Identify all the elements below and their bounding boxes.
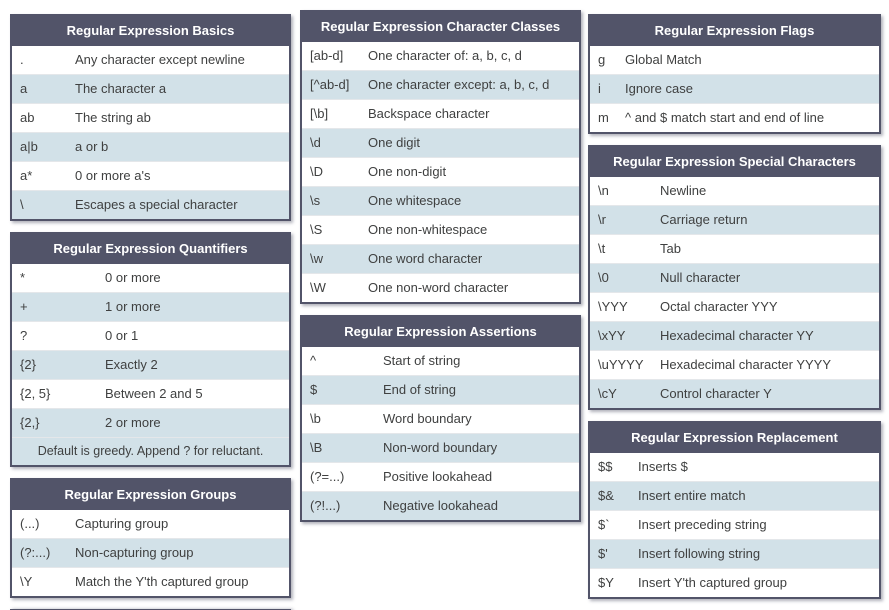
pattern-cell: \d [310,135,321,150]
table-row [590,453,879,481]
pattern-cell: [^ab-d] [310,77,350,92]
pattern-cell: a|b [20,139,38,154]
table-row [302,244,579,273]
description-cell: Global Match [625,52,702,67]
table-row [302,433,579,462]
pattern-cell: ab [20,110,35,125]
table-replacement [588,421,881,599]
table-title: Regular Expression Quantifiers [12,234,289,264]
pattern-cell: \0 [598,270,609,285]
table-row [590,568,879,597]
description-cell: One non-whitespace [368,222,488,237]
table-title: Regular Expression Character Classes [302,12,579,42]
pattern-cell: \Y [20,574,33,589]
table-row [590,234,879,263]
description-cell: Carriage return [660,212,748,227]
pattern-cell: $$ [598,459,613,474]
description-cell: The string ab [75,110,151,125]
pattern-cell: \B [310,440,323,455]
pattern-cell: \n [598,183,609,198]
pattern-cell: \b [310,411,321,426]
description-cell: Null character [660,270,741,285]
pattern-cell: {2,} [20,415,40,430]
pattern-cell: . [20,52,24,67]
table-row [12,567,289,596]
pattern-cell: \t [598,241,606,256]
table-flags [588,14,881,134]
table-row [590,263,879,292]
table-row [302,215,579,244]
description-cell: 0 or more [105,270,161,285]
description-cell: Backspace character [368,106,490,121]
table-row [12,132,289,161]
table-title: Regular Expression Replacement [590,423,879,453]
description-cell: Capturing group [75,516,169,531]
description-cell: Inserts $ [638,459,688,474]
table-row [590,379,879,408]
table-character-classes [300,10,581,304]
description-cell: End of string [383,382,456,397]
description-cell: Non-word boundary [383,440,498,455]
table-row [590,539,879,568]
pattern-cell: (?=...) [310,469,345,484]
table-title: Regular Expression Special Characters [590,147,879,177]
description-cell: 0 or 1 [105,328,139,343]
description-cell: Positive lookahead [383,469,493,484]
description-cell: Tab [660,241,681,256]
column-left [10,14,291,610]
pattern-cell: \s [310,193,321,208]
pattern-cell: a [20,81,28,96]
table-row [590,350,879,379]
pattern-cell: \cY [598,386,617,401]
pattern-cell: \D [310,164,323,179]
pattern-cell: \r [598,212,606,227]
pattern-cell: $` [598,517,610,532]
description-cell: Exactly 2 [105,357,158,372]
description-cell: One character except: a, b, c, d [368,77,550,92]
pattern-cell: $Y [598,575,614,590]
table-row [302,491,579,520]
description-cell: One word character [368,251,483,266]
table-row [590,292,879,321]
table-row [302,375,579,404]
description-cell: Insert Y'th captured group [638,575,787,590]
table-row [12,538,289,567]
description-cell: Octal character YYY [660,299,778,314]
pattern-cell: (?!...) [310,498,341,513]
table-footnote: Default is greedy. Append ? for reluctant. [12,437,289,465]
pattern-cell: [\b] [310,106,329,121]
table-row [12,350,289,379]
pattern-cell: ? [20,328,28,343]
table-groups [10,478,291,598]
description-cell: One character of: a, b, c, d [368,48,522,63]
pattern-cell: $ [310,382,318,397]
table-quantifiers [10,232,291,467]
table-title: Regular Expression Flags [590,16,879,46]
table-row [302,462,579,491]
table-row [302,99,579,128]
description-cell: 1 or more [105,299,161,314]
pattern-cell: {2} [20,357,36,372]
pattern-cell: i [598,81,601,96]
description-cell: One non-word character [368,280,509,295]
table-row [12,510,289,538]
table-row [302,128,579,157]
table-row [590,177,879,205]
table-title: Regular Expression Basics [12,16,289,46]
description-cell: One digit [368,135,421,150]
pattern-cell: \ [20,197,24,212]
table-row [12,264,289,292]
description-cell: Insert entire match [638,488,746,503]
description-cell: Between 2 and 5 [105,386,203,401]
table-row [12,190,289,219]
table-row [12,103,289,132]
description-cell: Insert following string [638,546,761,561]
table-row [302,70,579,99]
pattern-cell: \S [310,222,323,237]
pattern-cell: [ab-d] [310,48,344,63]
pattern-cell: (...) [20,516,40,531]
pattern-cell: \YYY [598,299,628,314]
table-row [302,347,579,375]
description-cell: One whitespace [368,193,462,208]
description-cell: Any character except newline [75,52,245,67]
pattern-cell: $' [598,546,608,561]
table-row [12,379,289,408]
description-cell: Negative lookahead [383,498,498,513]
pattern-cell: * [20,270,26,285]
description-cell: Hexadecimal character YY [660,328,814,343]
column-right [588,14,881,610]
table-special-characters [588,145,881,410]
description-cell: Start of string [383,353,461,368]
description-cell: Word boundary [383,411,472,426]
pattern-cell: (?:...) [20,545,51,560]
table-row [590,510,879,539]
description-cell: Ignore case [625,81,693,96]
pattern-cell: $& [598,488,614,503]
description-cell: Control character Y [660,386,772,401]
pattern-cell: ^ [310,353,317,368]
description-cell: 0 or more a's [75,168,151,183]
column-middle [300,10,581,533]
description-cell: Insert preceding string [638,517,767,532]
pattern-cell: \uYYYY [598,357,644,372]
table-row [12,46,289,74]
description-cell: Escapes a special character [75,197,238,212]
pattern-cell: a* [20,168,33,183]
table-row [12,408,289,437]
description-cell: Non-capturing group [75,545,194,560]
table-row [302,186,579,215]
description-cell: Hexadecimal character YYYY [660,357,832,372]
pattern-cell: + [20,299,28,314]
table-row [12,321,289,350]
table-row [12,292,289,321]
description-cell: One non-digit [368,164,447,179]
pattern-cell: \w [310,251,323,266]
description-cell: Newline [660,183,707,198]
table-row [302,42,579,70]
description-cell: a or b [75,139,109,154]
description-cell: The character a [75,81,167,96]
table-row [590,74,879,103]
pattern-cell: \W [310,280,326,295]
table-assertions [300,315,581,522]
table-row [12,161,289,190]
description-cell: ^ and $ match start and end of line [625,110,825,125]
table-row [302,404,579,433]
pattern-cell: m [598,110,609,125]
table-row [302,157,579,186]
table-row [12,74,289,103]
pattern-cell: {2, 5} [20,386,51,401]
table-row [590,103,879,132]
table-title: Regular Expression Assertions [302,317,579,347]
table-row [590,205,879,234]
description-cell: Match the Y'th captured group [75,574,249,589]
table-row [302,273,579,302]
pattern-cell: \xYY [598,328,626,343]
pattern-cell: g [598,52,606,67]
table-basics [10,14,291,221]
table-row [590,46,879,74]
table-title: Regular Expression Groups [12,480,289,510]
description-cell: 2 or more [105,415,161,430]
table-row [590,321,879,350]
table-row [590,481,879,510]
